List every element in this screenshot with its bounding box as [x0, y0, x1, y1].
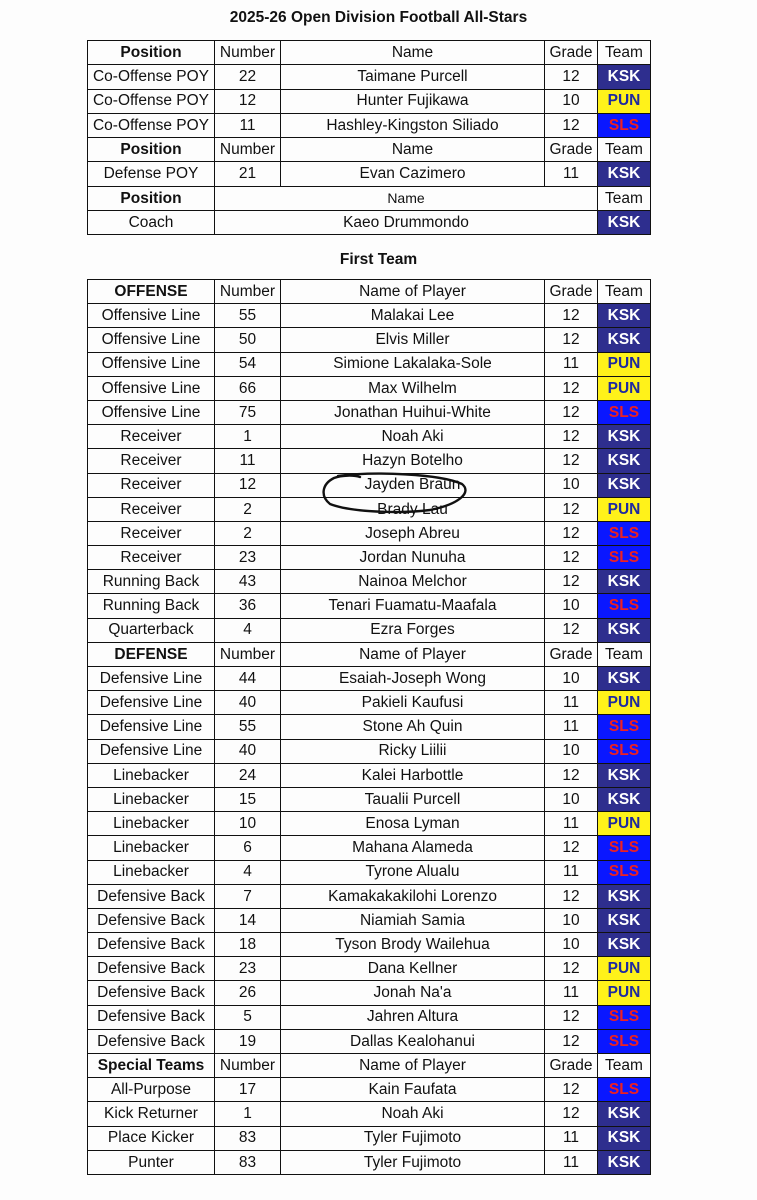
number-cell: 18 [215, 933, 281, 957]
grade-cell: 12 [545, 497, 598, 521]
number-cell: 11 [215, 113, 281, 137]
grade-cell: 11 [545, 1126, 598, 1150]
position-cell: Running Back [88, 594, 215, 618]
name-cell: Taualii Purcell [281, 787, 545, 811]
position-cell: Defensive Back [88, 1005, 215, 1029]
number-cell: 40 [215, 691, 281, 715]
grade-cell: 12 [545, 376, 598, 400]
header-position: DEFENSE [88, 642, 215, 666]
section-title: First Team [339, 251, 418, 268]
team-badge: PUN [598, 812, 651, 836]
team-badge: KSK [598, 884, 651, 908]
position-cell: Quarterback [88, 618, 215, 642]
table-row [88, 211, 651, 235]
awards-table [87, 40, 651, 235]
name-cell: Kamakakakilohi Lorenzo [281, 884, 545, 908]
grade-cell: 12 [545, 957, 598, 981]
team-badge: KSK [598, 328, 651, 352]
team-badge: SLS [598, 836, 651, 860]
position-cell: Defensive Line [88, 715, 215, 739]
number-cell: 55 [215, 715, 281, 739]
team-badge: KSK [598, 618, 651, 642]
header-grade: Grade [545, 642, 598, 666]
table-row [88, 594, 651, 618]
team-badge: KSK [598, 1102, 651, 1126]
name-cell: Nainoa Melchor [281, 570, 545, 594]
name-cell: Noah Aki [281, 425, 545, 449]
position-cell: Receiver [88, 521, 215, 545]
table-row [88, 812, 651, 836]
header-position: Position [88, 138, 215, 162]
table-row [88, 836, 651, 860]
header-grade: Grade [545, 138, 598, 162]
number-cell: 10 [215, 812, 281, 836]
header-row [88, 642, 651, 666]
table-row [88, 473, 651, 497]
table-row [88, 1078, 651, 1102]
name-cell: Jonathan Huihui-White [281, 400, 545, 424]
number-cell: 66 [215, 376, 281, 400]
team-badge: SLS [598, 860, 651, 884]
name-cell: Dallas Kealohanui [281, 1029, 545, 1053]
header-name: Name of Player [281, 280, 545, 304]
name-cell: Tyrone Alualu [281, 860, 545, 884]
team-badge: SLS [598, 521, 651, 545]
position-cell: Receiver [88, 473, 215, 497]
header-grade: Grade [545, 1054, 598, 1078]
name-cell: Simione Lakalaka-Sole [281, 352, 545, 376]
header-row [88, 41, 651, 65]
grade-cell: 10 [545, 594, 598, 618]
table-row [88, 1150, 651, 1174]
number-cell: 44 [215, 667, 281, 691]
grade-cell: 12 [545, 400, 598, 424]
number-cell: 83 [215, 1126, 281, 1150]
name-cell: Brady Lau [281, 497, 545, 521]
number-cell: 83 [215, 1150, 281, 1174]
position-cell: Receiver [88, 425, 215, 449]
grade-cell: 12 [545, 570, 598, 594]
position-cell: Defensive Back [88, 957, 215, 981]
grade-cell: 12 [545, 65, 598, 89]
grade-cell: 11 [545, 162, 598, 186]
number-cell: 7 [215, 884, 281, 908]
name-cell: Stone Ah Quin [281, 715, 545, 739]
team-badge: KSK [598, 908, 651, 932]
table-row [88, 933, 651, 957]
number-cell: 23 [215, 957, 281, 981]
team-badge: SLS [598, 594, 651, 618]
table-row [88, 1126, 651, 1150]
number-cell: 17 [215, 1078, 281, 1102]
name-cell: Hazyn Botelho [281, 449, 545, 473]
position-cell: Coach [88, 211, 215, 235]
name-cell: Max Wilhelm [281, 376, 545, 400]
position-cell: Running Back [88, 570, 215, 594]
header-team: Team [598, 41, 651, 65]
header-team: Team [598, 138, 651, 162]
team-badge: KSK [598, 473, 651, 497]
number-cell: 55 [215, 304, 281, 328]
name-cell: Kain Faufata [281, 1078, 545, 1102]
name-cell: Kaeo Drummondo [215, 211, 598, 235]
header-name: Name [215, 186, 598, 210]
header-name: Name [281, 138, 545, 162]
name-cell: Jayden Braun [281, 473, 545, 497]
number-cell: 2 [215, 521, 281, 545]
number-cell: 24 [215, 763, 281, 787]
grade-cell: 12 [545, 763, 598, 787]
position-cell: Offensive Line [88, 400, 215, 424]
team-badge: SLS [598, 739, 651, 763]
name-cell: Ricky Liilii [281, 739, 545, 763]
table-row [88, 908, 651, 932]
table-row [88, 981, 651, 1005]
table-row [88, 352, 651, 376]
team-badge: KSK [598, 449, 651, 473]
name-cell: Ezra Forges [281, 618, 545, 642]
position-cell: Linebacker [88, 860, 215, 884]
number-cell: 12 [215, 89, 281, 113]
grade-cell: 10 [545, 908, 598, 932]
position-cell: Offensive Line [88, 328, 215, 352]
number-cell: 4 [215, 618, 281, 642]
header-team: Team [598, 280, 651, 304]
grade-cell: 12 [545, 449, 598, 473]
team-badge: SLS [598, 715, 651, 739]
name-cell: Enosa Lyman [281, 812, 545, 836]
grade-cell: 11 [545, 691, 598, 715]
header-number: Number [215, 138, 281, 162]
team-badge: KSK [598, 211, 651, 235]
grade-cell: 12 [545, 425, 598, 449]
table-row [88, 65, 651, 89]
table-row [88, 860, 651, 884]
grade-cell: 12 [545, 618, 598, 642]
position-cell: Defensive Back [88, 1029, 215, 1053]
name-cell: Tyler Fujimoto [281, 1126, 545, 1150]
name-cell: Noah Aki [281, 1102, 545, 1126]
team-badge: SLS [598, 1029, 651, 1053]
number-cell: 75 [215, 400, 281, 424]
team-badge: PUN [598, 89, 651, 113]
number-cell: 21 [215, 162, 281, 186]
number-cell: 14 [215, 908, 281, 932]
position-cell: Linebacker [88, 787, 215, 811]
number-cell: 4 [215, 860, 281, 884]
header-team: Team [598, 1054, 651, 1078]
name-cell: Jonah Na'a [281, 981, 545, 1005]
page-title: 2025-26 Open Division Football All-Stars [229, 9, 528, 26]
name-cell: Mahana Alameda [281, 836, 545, 860]
grade-cell: 11 [545, 860, 598, 884]
header-team: Team [598, 642, 651, 666]
team-badge: PUN [598, 352, 651, 376]
grade-cell: 12 [545, 1078, 598, 1102]
number-cell: 6 [215, 836, 281, 860]
position-cell: Receiver [88, 497, 215, 521]
position-cell: Place Kicker [88, 1126, 215, 1150]
name-cell: Dana Kellner [281, 957, 545, 981]
header-grade: Grade [545, 280, 598, 304]
table-row [88, 1005, 651, 1029]
name-cell: Pakieli Kaufusi [281, 691, 545, 715]
grade-cell: 12 [545, 521, 598, 545]
position-cell: Defensive Line [88, 691, 215, 715]
grade-cell: 11 [545, 1150, 598, 1174]
position-cell: Offensive Line [88, 304, 215, 328]
table-row [88, 739, 651, 763]
position-cell: Defensive Line [88, 667, 215, 691]
name-cell: Taimane Purcell [281, 65, 545, 89]
name-cell: Tyler Fujimoto [281, 1150, 545, 1174]
number-cell: 15 [215, 787, 281, 811]
header-grade: Grade [545, 41, 598, 65]
first-team-table [87, 279, 651, 1175]
position-cell: Linebacker [88, 836, 215, 860]
team-badge: SLS [598, 400, 651, 424]
name-cell: Hashley-Kingston Siliado [281, 113, 545, 137]
name-cell: Tyson Brody Wailehua [281, 933, 545, 957]
table-row [88, 162, 651, 186]
position-cell: Defensive Line [88, 739, 215, 763]
team-badge: KSK [598, 304, 651, 328]
position-cell: Defensive Back [88, 933, 215, 957]
header-position: Position [88, 41, 215, 65]
header-name: Name [281, 41, 545, 65]
name-cell: Hunter Fujikawa [281, 89, 545, 113]
table-row [88, 691, 651, 715]
team-badge: KSK [598, 65, 651, 89]
header-row [88, 186, 651, 210]
position-cell: Defense POY [88, 162, 215, 186]
number-cell: 2 [215, 497, 281, 521]
grade-cell: 10 [545, 739, 598, 763]
table-row [88, 570, 651, 594]
table-row [88, 376, 651, 400]
header-row [88, 138, 651, 162]
team-badge: SLS [598, 1078, 651, 1102]
table-row [88, 113, 651, 137]
position-cell: Co-Offense POY [88, 65, 215, 89]
name-cell: Esaiah-Joseph Wong [281, 667, 545, 691]
number-cell: 36 [215, 594, 281, 618]
name-cell: Jahren Altura [281, 1005, 545, 1029]
number-cell: 54 [215, 352, 281, 376]
number-cell: 19 [215, 1029, 281, 1053]
table-row [88, 328, 651, 352]
header-number: Number [215, 1054, 281, 1078]
team-badge: PUN [598, 981, 651, 1005]
table-row [88, 763, 651, 787]
team-badge: SLS [598, 113, 651, 137]
number-cell: 1 [215, 1102, 281, 1126]
position-cell: All-Purpose [88, 1078, 215, 1102]
position-cell: Kick Returner [88, 1102, 215, 1126]
grade-cell: 12 [545, 304, 598, 328]
header-position: Position [88, 186, 215, 210]
team-badge: PUN [598, 497, 651, 521]
team-badge: PUN [598, 957, 651, 981]
position-cell: Defensive Back [88, 884, 215, 908]
grade-cell: 10 [545, 933, 598, 957]
table-row [88, 618, 651, 642]
table-row [88, 957, 651, 981]
header-number: Number [215, 280, 281, 304]
team-badge: PUN [598, 376, 651, 400]
position-cell: Co-Offense POY [88, 89, 215, 113]
header-row [88, 280, 651, 304]
number-cell: 11 [215, 449, 281, 473]
number-cell: 12 [215, 473, 281, 497]
team-badge: KSK [598, 425, 651, 449]
position-cell: Offensive Line [88, 352, 215, 376]
name-cell: Malakai Lee [281, 304, 545, 328]
table-row [88, 546, 651, 570]
grade-cell: 11 [545, 981, 598, 1005]
grade-cell: 10 [545, 473, 598, 497]
position-cell: Linebacker [88, 763, 215, 787]
grade-cell: 10 [545, 89, 598, 113]
header-name: Name of Player [281, 1054, 545, 1078]
name-cell: Joseph Abreu [281, 521, 545, 545]
position-cell: Offensive Line [88, 376, 215, 400]
position-cell: Receiver [88, 546, 215, 570]
table-row [88, 1102, 651, 1126]
table-row [88, 425, 651, 449]
name-cell: Elvis Miller [281, 328, 545, 352]
position-cell: Defensive Back [88, 981, 215, 1005]
grade-cell: 11 [545, 352, 598, 376]
team-badge: KSK [598, 933, 651, 957]
name-cell: Kalei Harbottle [281, 763, 545, 787]
team-badge: SLS [598, 1005, 651, 1029]
grade-cell: 12 [545, 328, 598, 352]
team-badge: KSK [598, 787, 651, 811]
grade-cell: 12 [545, 836, 598, 860]
grade-cell: 10 [545, 667, 598, 691]
number-cell: 22 [215, 65, 281, 89]
grade-cell: 10 [545, 787, 598, 811]
table-row [88, 449, 651, 473]
team-badge: KSK [598, 162, 651, 186]
name-cell: Evan Cazimero [281, 162, 545, 186]
position-cell: Co-Offense POY [88, 113, 215, 137]
grade-cell: 12 [545, 884, 598, 908]
table-row [88, 884, 651, 908]
name-cell: Jordan Nunuha [281, 546, 545, 570]
header-row [88, 1054, 651, 1078]
header-number: Number [215, 41, 281, 65]
grade-cell: 11 [545, 812, 598, 836]
position-cell: Receiver [88, 449, 215, 473]
table-row [88, 1029, 651, 1053]
grade-cell: 12 [545, 113, 598, 137]
grade-cell: 12 [545, 1102, 598, 1126]
table-row [88, 715, 651, 739]
table-row [88, 89, 651, 113]
name-cell: Niamiah Samia [281, 908, 545, 932]
grade-cell: 12 [545, 1029, 598, 1053]
name-cell: Tenari Fuamatu-Maafala [281, 594, 545, 618]
number-cell: 26 [215, 981, 281, 1005]
number-cell: 23 [215, 546, 281, 570]
position-cell: Linebacker [88, 812, 215, 836]
table-row [88, 497, 651, 521]
number-cell: 5 [215, 1005, 281, 1029]
team-badge: KSK [598, 667, 651, 691]
position-cell: Punter [88, 1150, 215, 1174]
table-row [88, 304, 651, 328]
header-position: Special Teams [88, 1054, 215, 1078]
team-badge: SLS [598, 546, 651, 570]
grade-cell: 11 [545, 715, 598, 739]
number-cell: 43 [215, 570, 281, 594]
team-badge: KSK [598, 570, 651, 594]
team-badge: KSK [598, 763, 651, 787]
header-team: Team [598, 186, 651, 210]
team-badge: KSK [598, 1126, 651, 1150]
number-cell: 40 [215, 739, 281, 763]
table-row [88, 667, 651, 691]
team-badge: PUN [598, 691, 651, 715]
header-position: OFFENSE [88, 280, 215, 304]
table-row [88, 521, 651, 545]
number-cell: 50 [215, 328, 281, 352]
header-number: Number [215, 642, 281, 666]
table-row [88, 787, 651, 811]
team-badge: KSK [598, 1150, 651, 1174]
number-cell: 1 [215, 425, 281, 449]
grade-cell: 12 [545, 1005, 598, 1029]
position-cell: Defensive Back [88, 908, 215, 932]
table-row [88, 400, 651, 424]
header-name: Name of Player [281, 642, 545, 666]
grade-cell: 12 [545, 546, 598, 570]
